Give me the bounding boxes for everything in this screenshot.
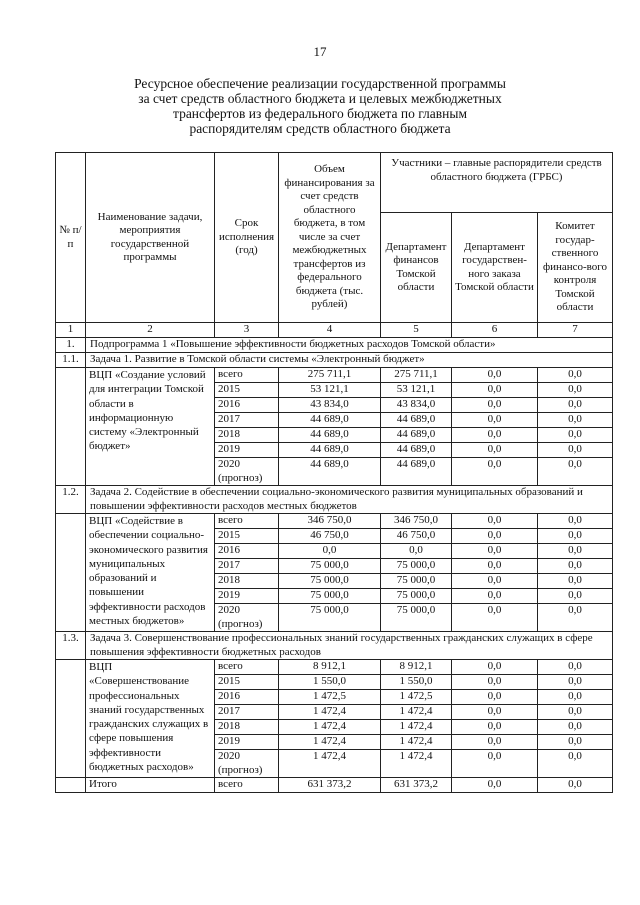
c6-cell: 0,0 bbox=[452, 368, 538, 383]
c5-cell: 75 000,0 bbox=[381, 589, 452, 604]
c7-cell: 0,0 bbox=[538, 604, 613, 632]
c5-cell: 44 689,0 bbox=[381, 428, 452, 443]
year-cell: всего bbox=[215, 778, 279, 793]
c6-cell: 0,0 bbox=[452, 750, 538, 778]
header-control-committee: Комитет государ-ственного финансо-вого контроля Томской области bbox=[538, 213, 613, 323]
c6-cell: 0,0 bbox=[452, 383, 538, 398]
page-number: 17 bbox=[313, 44, 327, 59]
c5-cell: 346 750,0 bbox=[381, 514, 452, 529]
c6-cell: 0,0 bbox=[452, 660, 538, 675]
column-number: 1 bbox=[56, 323, 86, 338]
total-cell: 53 121,1 bbox=[279, 383, 381, 398]
section-num: 1.2. bbox=[56, 486, 86, 514]
total-cell: 1 472,4 bbox=[279, 735, 381, 750]
year-cell: всего bbox=[215, 660, 279, 675]
total-cell: 1 472,4 bbox=[279, 705, 381, 720]
c7-cell: 0,0 bbox=[538, 589, 613, 604]
year-cell: 2017 bbox=[215, 559, 279, 574]
c5-cell: 75 000,0 bbox=[381, 604, 452, 632]
c6-cell: 0,0 bbox=[452, 514, 538, 529]
c5-cell: 46 750,0 bbox=[381, 529, 452, 544]
total-cell: 346 750,0 bbox=[279, 514, 381, 529]
c7-cell: 0,0 bbox=[538, 413, 613, 428]
c7-cell: 0,0 bbox=[538, 559, 613, 574]
year-cell: 2017 bbox=[215, 413, 279, 428]
c7-cell: 0,0 bbox=[538, 514, 613, 529]
c5-cell: 44 689,0 bbox=[381, 458, 452, 486]
c7-cell: 0,0 bbox=[538, 660, 613, 675]
document-title bbox=[0, 76, 640, 136]
total-cell: 44 689,0 bbox=[279, 458, 381, 486]
c7-cell: 0,0 bbox=[538, 778, 613, 793]
c7-cell: 0,0 bbox=[538, 574, 613, 589]
total-cell: 631 373,2 bbox=[279, 778, 381, 793]
c7-cell: 0,0 bbox=[538, 383, 613, 398]
c5-cell: 1 472,4 bbox=[381, 735, 452, 750]
c5-cell: 1 472,5 bbox=[381, 690, 452, 705]
section-title: Задача 1. Развитие в Томской области системы «Электронный бюджет» bbox=[86, 353, 613, 368]
c6-cell: 0,0 bbox=[452, 428, 538, 443]
total-cell: 75 000,0 bbox=[279, 589, 381, 604]
c7-cell: 0,0 bbox=[538, 675, 613, 690]
total-cell: 44 689,0 bbox=[279, 413, 381, 428]
c5-cell: 53 121,1 bbox=[381, 383, 452, 398]
c7-cell: 0,0 bbox=[538, 458, 613, 486]
total-cell: 44 689,0 bbox=[279, 428, 381, 443]
program-name: ВЦП «Создание условий для интеграции Томской области в информационную систему «Электронный бюджет» bbox=[86, 368, 215, 486]
c5-cell: 1 472,4 bbox=[381, 705, 452, 720]
c6-cell: 0,0 bbox=[452, 589, 538, 604]
year-cell: 2018 bbox=[215, 720, 279, 735]
header-dept-finance: Департамент финансов Томской области bbox=[381, 213, 452, 323]
column-number: 3 bbox=[215, 323, 279, 338]
title-line: за счет средств областного бюджета и целевых межбюджетных bbox=[138, 91, 502, 106]
c7-cell: 0,0 bbox=[538, 735, 613, 750]
column-number: 2 bbox=[86, 323, 215, 338]
c6-cell: 0,0 bbox=[452, 529, 538, 544]
year-cell: 2019 bbox=[215, 443, 279, 458]
c7-cell: 0,0 bbox=[538, 720, 613, 735]
column-number: 6 bbox=[452, 323, 538, 338]
c7-cell: 0,0 bbox=[538, 398, 613, 413]
total-cell: 8 912,1 bbox=[279, 660, 381, 675]
total-cell: 1 550,0 bbox=[279, 675, 381, 690]
table-row bbox=[56, 514, 613, 529]
total-cell: 44 689,0 bbox=[279, 443, 381, 458]
section-title: Задача 3. Совершенствование профессиональных знаний государственных гражданских служащих в сфере повышения эффективности бюджетных расходов bbox=[86, 632, 613, 660]
c6-cell: 0,0 bbox=[452, 544, 538, 559]
header-dept-procurement: Департамент государствен-ного заказа Томской области bbox=[452, 213, 538, 323]
year-cell: 2020 (прогноз) bbox=[215, 458, 279, 486]
section-num: 1.3. bbox=[56, 632, 86, 660]
year-cell: 2015 bbox=[215, 383, 279, 398]
total-cell: 0,0 bbox=[279, 544, 381, 559]
year-cell: 2018 bbox=[215, 574, 279, 589]
c5-cell: 75 000,0 bbox=[381, 574, 452, 589]
section-num: 1.1. bbox=[56, 353, 86, 368]
header-participants: Участники – главные распорядители средств областного бюджета (ГРБС) bbox=[381, 153, 613, 213]
c6-cell: 0,0 bbox=[452, 559, 538, 574]
c7-cell: 0,0 bbox=[538, 428, 613, 443]
empty-num-cell bbox=[56, 514, 86, 632]
subprogram-num: 1. bbox=[56, 338, 86, 353]
total-cell: 1 472,5 bbox=[279, 690, 381, 705]
year-cell: 2020 (прогноз) bbox=[215, 750, 279, 778]
c5-cell: 1 550,0 bbox=[381, 675, 452, 690]
total-row bbox=[56, 778, 613, 793]
c7-cell: 0,0 bbox=[538, 705, 613, 720]
total-cell: 43 834,0 bbox=[279, 398, 381, 413]
c6-cell: 0,0 bbox=[452, 574, 538, 589]
section-row bbox=[56, 486, 613, 514]
header-name: Наименование задачи, мероприятия государственной программы bbox=[86, 153, 215, 323]
c6-cell: 0,0 bbox=[452, 458, 538, 486]
c5-cell: 0,0 bbox=[381, 544, 452, 559]
total-label: Итого bbox=[86, 778, 215, 793]
section-row bbox=[56, 353, 613, 368]
empty-num-cell bbox=[56, 660, 86, 778]
title-line: распорядителям средств областного бюджета bbox=[189, 121, 451, 136]
year-cell: всего bbox=[215, 514, 279, 529]
c5-cell: 631 373,2 bbox=[381, 778, 452, 793]
c6-cell: 0,0 bbox=[452, 705, 538, 720]
column-number: 4 bbox=[279, 323, 381, 338]
year-cell: 2019 bbox=[215, 589, 279, 604]
c6-cell: 0,0 bbox=[452, 690, 538, 705]
title-line: Ресурсное обеспечение реализации государственной программы bbox=[134, 76, 506, 91]
total-cell: 1 472,4 bbox=[279, 720, 381, 735]
c5-cell: 275 711,1 bbox=[381, 368, 452, 383]
c5-cell: 75 000,0 bbox=[381, 559, 452, 574]
c6-cell: 0,0 bbox=[452, 443, 538, 458]
year-cell: 2016 bbox=[215, 398, 279, 413]
title-line: трансфертов из федерального бюджета по главным bbox=[173, 106, 467, 121]
total-cell: 75 000,0 bbox=[279, 574, 381, 589]
c5-cell: 43 834,0 bbox=[381, 398, 452, 413]
column-number: 5 bbox=[381, 323, 452, 338]
empty-num-cell bbox=[56, 778, 86, 793]
c6-cell: 0,0 bbox=[452, 604, 538, 632]
year-cell: 2018 bbox=[215, 428, 279, 443]
subprogram-title: Подпрограмма 1 «Повышение эффективности бюджетных расходов Томской области» bbox=[86, 338, 613, 353]
header-term: Срок исполнения (год) bbox=[215, 153, 279, 323]
table-row bbox=[56, 660, 613, 675]
year-cell: всего bbox=[215, 368, 279, 383]
c6-cell: 0,0 bbox=[452, 675, 538, 690]
resource-table bbox=[55, 152, 613, 793]
year-cell: 2016 bbox=[215, 690, 279, 705]
c6-cell: 0,0 bbox=[452, 735, 538, 750]
program-name: ВЦП «Содействие в обеспечении социально-экономического развития муниципальных образований и повышении эффективности расходов местных бюджетов» bbox=[86, 514, 215, 632]
year-cell: 2017 bbox=[215, 705, 279, 720]
empty-num-cell bbox=[56, 368, 86, 486]
c6-cell: 0,0 bbox=[452, 413, 538, 428]
total-cell: 46 750,0 bbox=[279, 529, 381, 544]
column-number: 7 bbox=[538, 323, 613, 338]
total-cell: 75 000,0 bbox=[279, 559, 381, 574]
c5-cell: 44 689,0 bbox=[381, 443, 452, 458]
year-cell: 2015 bbox=[215, 529, 279, 544]
c7-cell: 0,0 bbox=[538, 368, 613, 383]
total-cell: 275 711,1 bbox=[279, 368, 381, 383]
c6-cell: 0,0 bbox=[452, 720, 538, 735]
year-cell: 2015 bbox=[215, 675, 279, 690]
total-cell: 75 000,0 bbox=[279, 604, 381, 632]
c6-cell: 0,0 bbox=[452, 398, 538, 413]
year-cell: 2019 bbox=[215, 735, 279, 750]
c5-cell: 44 689,0 bbox=[381, 413, 452, 428]
year-cell: 2020 (прогноз) bbox=[215, 604, 279, 632]
c7-cell: 0,0 bbox=[538, 443, 613, 458]
c5-cell: 1 472,4 bbox=[381, 750, 452, 778]
c5-cell: 8 912,1 bbox=[381, 660, 452, 675]
c7-cell: 0,0 bbox=[538, 750, 613, 778]
section-row bbox=[56, 632, 613, 660]
c5-cell: 1 472,4 bbox=[381, 720, 452, 735]
program-name: ВЦП «Совершенствование профессиональных знаний государственных гражданских служащих в сфере повышения эффективности бюджетных расходов» bbox=[86, 660, 215, 778]
c7-cell: 0,0 bbox=[538, 529, 613, 544]
c7-cell: 0,0 bbox=[538, 690, 613, 705]
header-volume: Объем финансирования за счет средств областного бюджета, в том числе за счет межбюджетных трансфертов из федерального бюджета (тыс. рублей) bbox=[279, 153, 381, 323]
c6-cell: 0,0 bbox=[452, 778, 538, 793]
total-cell: 1 472,4 bbox=[279, 750, 381, 778]
section-title: Задача 2. Содействие в обеспечении социально-экономического развития муниципальных образований и повышении эффективности расходов местных бюджетов bbox=[86, 486, 613, 514]
c7-cell: 0,0 bbox=[538, 544, 613, 559]
year-cell: 2016 bbox=[215, 544, 279, 559]
table-row bbox=[56, 368, 613, 383]
header-num: № п/п bbox=[56, 153, 86, 323]
